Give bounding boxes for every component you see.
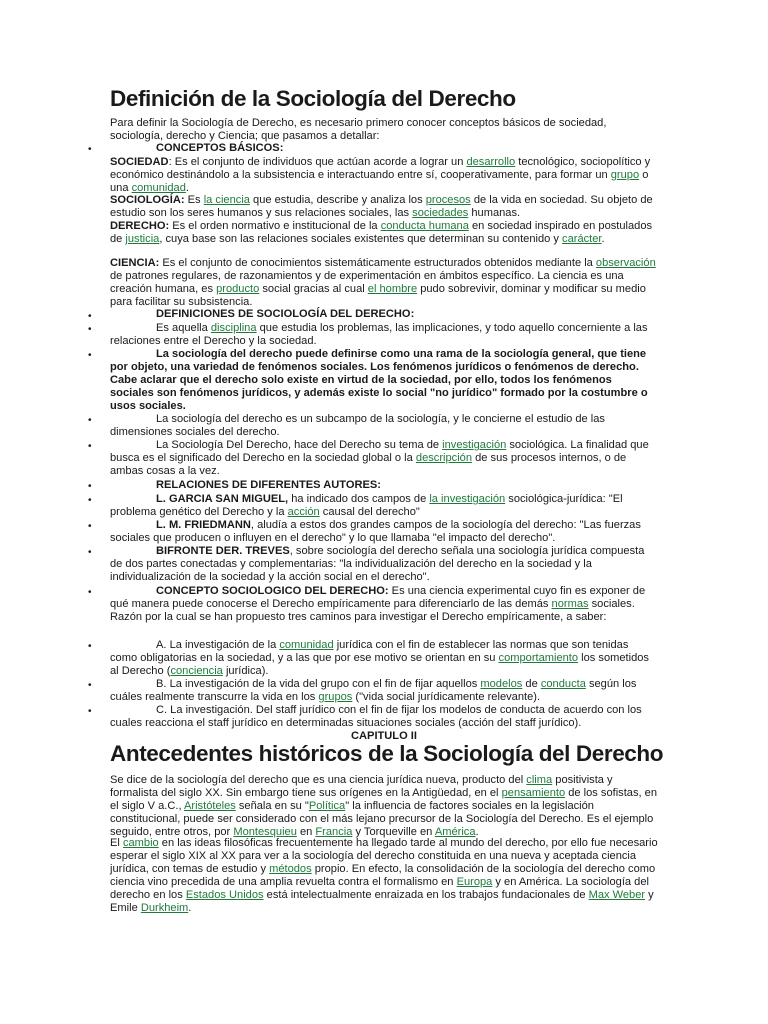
definition-3: La sociología del derecho es un subcampo de la sociología, y le concierne el estudio de las dimensiones sociales del derecho.	[110, 413, 605, 438]
link-conciencia[interactable]: conciencia	[170, 664, 223, 677]
derecho-definition: DERECHO: Es el orden normativo e institucional de la conducta humana en sociedad inspirado en postulados de justicia, cuya base son las relaciones sociales existentes que determinan su contenido y carácter.	[110, 220, 653, 245]
link-descripcion[interactable]: descripción	[415, 451, 473, 464]
link-el-hombre[interactable]: el hombre	[367, 282, 418, 295]
bullet-icon: •	[88, 587, 92, 598]
link-durkheim[interactable]: Durkheim	[140, 901, 189, 914]
link-modelos[interactable]: modelos	[480, 678, 523, 690]
link-estados-unidos[interactable]: Estados Unidos	[185, 888, 264, 901]
intro-paragraph: Para definir la Sociología de Derecho, es necesario primero conocer conceptos básicos de sociedad, sociología, derecho y Ciencia; que pasamos a detallar:	[110, 117, 607, 142]
definition-4: La Sociología Del Derecho, hace del Derecho su tema de investigación sociológica. La finalidad que busca es el significado del Derecho en la sociedad global o la descripción de sus procesos internos, o de ambas cosas a la vez.	[110, 439, 649, 477]
bullet-icon: •	[88, 680, 92, 691]
item-a: A. La investigación de la comunidad jurídica con el fin de establecer las normas que son tenidas como obligatorias en la sociedad, y a las que por ese motivo se orientan en su comportamiento los sometidos al Derecho (conciencia jurídica).	[110, 639, 649, 677]
definition-1: Es aquella disciplina que estudia los problemas, las implicaciones, y todo aquello concerniente a las relaciones entre el Derecho y la sociedad.	[110, 322, 648, 347]
heading-definiciones: DEFINICIONES DE SOCIOLOGÍA DEL DERECHO:	[156, 308, 415, 320]
link-grupo[interactable]: grupo	[610, 168, 640, 181]
link-america[interactable]: América	[434, 825, 476, 838]
link-cambio[interactable]: cambio	[122, 837, 159, 849]
link-normas[interactable]: normas	[551, 597, 589, 610]
link-procesos[interactable]: procesos	[425, 194, 471, 206]
link-metodos[interactable]: métodos	[269, 862, 312, 875]
link-producto[interactable]: producto	[216, 282, 260, 295]
bullet-icon: •	[88, 481, 92, 492]
link-sociedades[interactable]: sociedades	[412, 206, 469, 219]
sociedad-definition: SOCIEDAD: Es el conjunto de individuos que actúan acorde a lograr un desarrollo tecnológico, sociopolítico y económico destinándolo a la subsistencia e interactuando entre sí, cooperativamente, para formar un grupo o una comunidad.	[110, 156, 651, 194]
ciencia-definition: CIENCIA: Es el conjunto de conocimientos sistemáticamente estructurados obtenidos mediante la observación de patrones regulares, de razonamientos y de experimentación en ámbitos específico. La ciencia es una creación humana, es producto social gracias al cual el hombre pudo sobrevivir, dominar y modificar su medio para facilitar su subsistencia.	[110, 257, 656, 308]
link-conducta[interactable]: conducta	[540, 678, 586, 690]
bullet-icon: •	[88, 144, 92, 155]
link-la-ciencia[interactable]: la ciencia	[203, 194, 250, 206]
relation-concepto: CONCEPTO SOCIOLOGICO DEL DERECHO: Es una ciencia experimental cuyo fin es exponer de qué manera puede conocerse el Derecho empíricamente para diferenciarlo de las demás normas sociales. Razón por la cual se han propuesto tres caminos para investigar el Derecho empíricamente, a saber:	[110, 585, 646, 623]
page-title: Definición de la Sociología del Derecho	[110, 86, 516, 111]
link-caracter[interactable]: carácter	[562, 232, 602, 245]
link-comunidad-juridica[interactable]: comunidad	[279, 639, 334, 651]
link-politica[interactable]: Política	[308, 799, 346, 812]
bullet-icon: •	[88, 521, 92, 532]
chapter-label: CAPITULO II	[351, 730, 417, 742]
link-francia[interactable]: Francia	[315, 825, 353, 838]
link-justicia[interactable]: justicia	[125, 232, 160, 245]
bullet-icon: •	[88, 706, 92, 717]
definition-2: La sociología del derecho puede definirse como una rama de la sociología general, que tiene por objeto, una variedad de fenómenos sociales. Los fenómenos jurídicos o fenómenos de derecho. Cabe aclarar que el derecho solo existe en virtud de la sociedad, por ello, todos los fenómenos sociales son fenómenos jurídicos, y además existe lo social "no jurídico" formado por la costumbre o usos sociales.	[110, 348, 648, 412]
heading-conceptos: CONCEPTOS BÁSICOS:	[156, 142, 284, 154]
link-grupos[interactable]: grupos	[318, 690, 353, 703]
history-paragraph-1: Se dice de la sociología del derecho que es una ciencia jurídica nueva, producto del clima positivista y formalista del siglo XX. Sin embargo tiene sus orígenes en la Antigüedad, en el pensamiento de los sofistas, en el siglo V a.C., Aristóteles señala en su "Política" la influencia de factores sociales en la legislación constitucional, puede ser considerado con el más lejano precursor de la Sociología del Derecho. Es el ejemplo seguido, entre otros, por Montesquieu en Francia y Torqueville en América.	[110, 774, 658, 838]
bullet-icon: •	[88, 441, 92, 452]
bullet-icon: •	[88, 641, 92, 652]
link-clima[interactable]: clima	[526, 774, 553, 786]
section-title: Antecedentes históricos de la Sociología del Derecho	[110, 741, 664, 766]
link-europa[interactable]: Europa	[456, 875, 493, 888]
link-comunidad[interactable]: comunidad	[131, 181, 186, 194]
heading-relaciones: RELACIONES DE DIFERENTES AUTORES:	[156, 479, 381, 491]
relation-friedmann: L. M. FRIEDMANN, aludía a estos dos grandes campos de la sociología del derecho: "Las fuerzas sociales que producen o influyen en el derecho" y lo que llamaba "el impacto del derecho".	[110, 519, 641, 544]
item-b: B. La investigación de la vida del grupo con el fin de fijar aquellos modelos de conducta según los cuáles realmente transcurre la vida en los grupos ("vida social jurídicamente relevante).	[110, 678, 637, 703]
link-aristoteles[interactable]: Aristóteles	[184, 799, 236, 812]
history-paragraph-2: El cambio en las ideas filosóficas frecuentemente ha llegado tarde al mundo del derecho, por ello fue necesario esperar el siglo XIX al XX para ver a la sociología del derecho constituida en una nueva y aceptada ciencia jurídica, con temas de estudio y métodos propio. En efecto, la consolidación de la sociología del derecho como ciencia vino precedida de una amplia revuelta contra el formalismo en Europa y en América. La sociología del derecho en los Estados Unidos está intelectualmente enraizada en los trabajos fundacionales de Max Weber y Emile Durkheim.	[110, 837, 658, 914]
link-la-investigacion[interactable]: la investigación	[429, 493, 506, 505]
relation-treves: BIFRONTE DER. TREVES, sobre sociología del derecho señala una sociología jurídica compuesta de dos partes conectadas y complementarias: "la individualización del derecho en la sociedad y la individualización de la sociedad y la acción social en el derecho".	[110, 545, 645, 583]
bullet-icon: •	[88, 350, 92, 361]
link-comportamiento[interactable]: comportamiento	[498, 651, 579, 664]
item-c: C. La investigación. Del staff jurídico con el fin de fijar los modelos de conducta de acuerdo con los cuales reacciona el staff jurídico en determinadas situaciones sociales (acción del staff jurídico).	[110, 704, 642, 729]
link-desarrollo[interactable]: desarrollo	[466, 156, 516, 168]
bullet-icon: •	[88, 324, 92, 335]
relation-garcia: L. GARCIA SAN MIGUEL, ha indicado dos campos de la investigación sociológica-jurídica: "El problema genético del Derecho y la acción causal del derecho"	[110, 493, 623, 518]
bullet-icon: •	[88, 495, 92, 506]
link-investigacion[interactable]: investigación	[442, 439, 507, 451]
link-observacion[interactable]: observación	[595, 257, 656, 269]
link-accion[interactable]: acción	[287, 505, 320, 518]
bullet-icon: •	[88, 547, 92, 558]
link-montesquieu[interactable]: Montesquieu	[233, 825, 297, 838]
bullet-icon: •	[88, 415, 92, 426]
link-pensamiento[interactable]: pensamiento	[501, 786, 566, 799]
sociologia-definition: SOCIOLOGÍA: Es la ciencia que estudia, describe y analiza los procesos de la vida en sociedad. Su objeto de estudio son los seres humanos y sus relaciones sociales, las sociedades humanas.	[110, 194, 653, 219]
link-disciplina[interactable]: disciplina	[210, 322, 257, 334]
link-max-weber[interactable]: Max Weber	[588, 888, 646, 901]
link-conducta-humana[interactable]: conducta humana	[380, 220, 469, 232]
bullet-icon: •	[88, 311, 92, 322]
